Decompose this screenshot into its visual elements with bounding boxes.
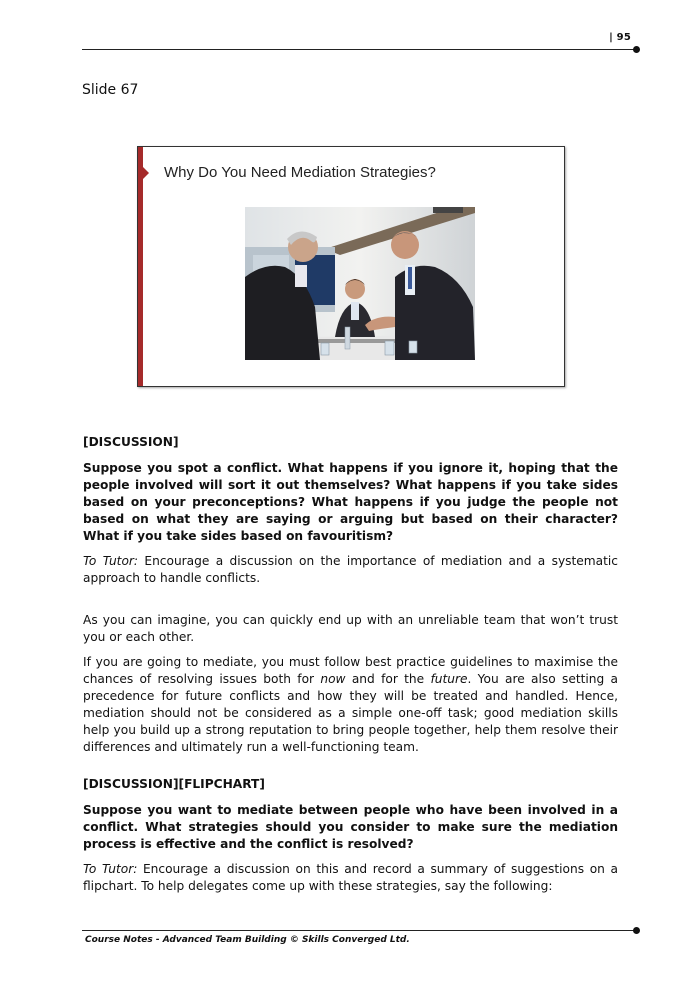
slide-label: Slide 67 [82,82,139,98]
header-rule [82,49,636,50]
paragraph-mediate [83,654,618,756]
tutor-note-text: Encourage a discussion on this and record a summary of suggestions on a flipchart. To help delegates come up with these strategies, say the following: [83,862,618,893]
emphasis-future: future [430,672,468,686]
slide-arrow-icon [143,167,149,179]
slide-title: Why Do You Need Mediation Strategies? [164,164,436,181]
tutor-label: To Tutor: [83,862,138,876]
footer-rule-dot [633,927,640,934]
page-number: | 95 [609,32,631,43]
header-rule-dot [633,46,640,53]
tutor-note-text: Encourage a discussion on the importance of mediation and a systematic approach to handle conflicts. [83,554,618,585]
discussion-tag: [DISCUSSION] [83,435,179,449]
paragraph-text: If you are going to mediate, you must follow best practice guidelines to maximise the chances of resolving issues both for [83,655,618,686]
slide-thumbnail [137,146,565,387]
page-body [83,434,618,903]
tutor-note-1 [83,553,618,587]
flipchart-tag: [DISCUSSION][FLIPCHART] [83,777,265,791]
discussion-question: Suppose you spot a conflict. What happens if you ignore it, hoping that the people involved will sort it out themselves? What happens if you take sides based on your preconceptions? What happens if you judge the people not based on what they are saying or arguing but based on their character? What if you take sides based on favouritism? [83,461,618,543]
tutor-note-2 [83,861,618,895]
slide-accent-bar [138,147,143,386]
footer-text: Course Notes - Advanced Team Building © Skills Converged Ltd. [85,935,410,945]
paragraph-text: . You are also setting a precedence for future conflicts and how they will be treated and handled. Hence, mediation should not be considered as a simple one-off task; good mediation skills help you build up a strong reputation to bring people together, help them resolve their differences and ultimately run a well-functioning team. [83,672,618,754]
footer-rule [82,930,636,931]
paragraph-text: and for the [345,672,431,686]
emphasis-now: now [320,672,346,686]
business-meeting-photo [245,207,475,360]
tutor-label: To Tutor: [83,554,139,568]
paragraph-trust: As you can imagine, you can quickly end up with an unreliable team that won’t trust you or each other. [83,613,618,644]
flipchart-question: Suppose you want to mediate between people who have been involved in a conflict. What strategies should you consider to make sure the mediation process is effective and the conflict is resolved? [83,803,618,851]
